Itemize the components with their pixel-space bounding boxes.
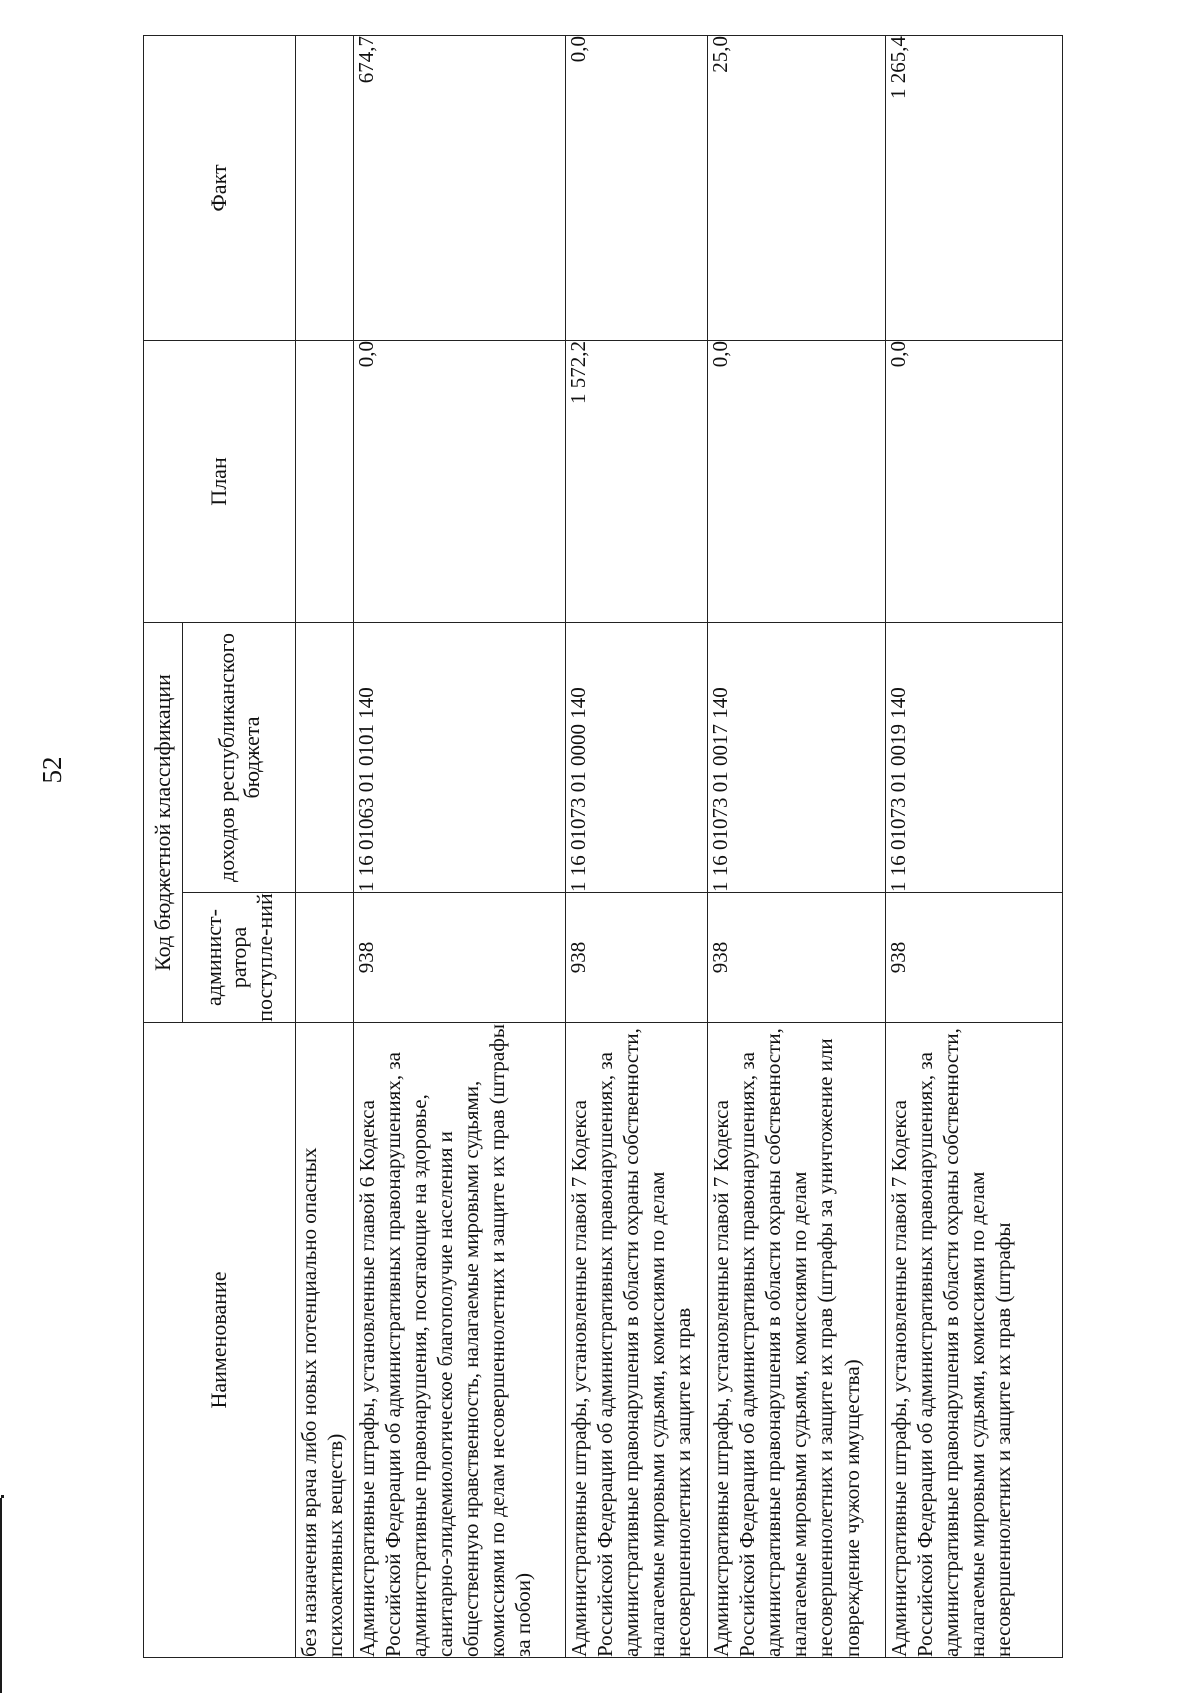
row-name: без назначения врача либо новых потенциально опасных психоактивных веществ) xyxy=(296,1023,354,1658)
row-name: Административные штрафы, установленные главой 7 Кодекса Российской Федерации об административных правонарушениях, за административные правонарушения в области охраны собственности, налагаемые мировыми судьями, комиссиями по делам несовершеннолетних и защите их прав (штрафы xyxy=(885,1023,1062,1658)
row-admin-code: 938 xyxy=(565,893,708,1023)
table-row xyxy=(565,35,708,1657)
row-plan: 0,0 xyxy=(708,340,885,622)
header-budget-code-group: Код бюджетной классификации xyxy=(144,622,183,1022)
table-row xyxy=(353,35,565,1657)
row-name: Административные штрафы, установленные главой 7 Кодекса Российской Федерации об административных правонарушениях, за административные правонарушения в области охраны собственности, налагаемые мировыми судьями, комиссиями по делам несовершеннолетних и защите их прав (штрафы за уничтожение или повреждение чужого имущества) xyxy=(708,1023,885,1658)
header-fact: Факт xyxy=(144,35,296,340)
row-fact: 1 265,4 xyxy=(885,35,1062,340)
budget-revenue-table xyxy=(143,35,1063,1658)
header-admin-code: админист-ратора поступле-ний xyxy=(183,893,296,1023)
table-row xyxy=(885,35,1062,1657)
row-plan xyxy=(296,340,354,622)
row-income-code: 1 16 01073 01 0017 140 xyxy=(708,622,885,892)
page-number: 52 xyxy=(37,756,67,784)
row-income-code: 1 16 01073 01 0000 140 xyxy=(565,622,708,892)
row-name: Административные штрафы, установленные главой 6 Кодекса Российской Федерации об административных правонарушениях, за административные правонарушения, посягающие на здоровье, санитарно-эпидемиологическое благополучие населения и общественную нравственность, налагаемые мировыми судьями, комиссиями по делам несовершеннолетних и защите их прав (штрафы за побои) xyxy=(353,1023,565,1658)
row-income-code xyxy=(296,622,354,892)
scan-edge-mark xyxy=(1,1495,4,1498)
row-income-code: 1 16 01073 01 0019 140 xyxy=(885,622,1062,892)
row-plan: 0,0 xyxy=(885,340,1062,622)
header-plan: План xyxy=(144,340,296,622)
row-fact: 674,7 xyxy=(353,35,565,340)
table-row xyxy=(708,35,885,1657)
row-name: Административные штрафы, установленные главой 7 Кодекса Российской Федерации об административных правонарушениях, за административные правонарушения в области охраны собственности, налагаемые мировыми судьями, комиссиями по делам несовершеннолетних и защите их прав xyxy=(565,1023,708,1658)
table-row xyxy=(296,35,354,1657)
scan-edge-line xyxy=(0,1498,2,1693)
header-name: Наименование xyxy=(144,1023,296,1658)
row-plan: 1 572,2 xyxy=(565,340,708,622)
row-plan: 0,0 xyxy=(353,340,565,622)
row-fact: 0,0 xyxy=(565,35,708,340)
row-admin-code: 938 xyxy=(885,893,1062,1023)
budget-table-container xyxy=(143,36,1063,1658)
row-admin-code xyxy=(296,893,354,1023)
row-admin-code: 938 xyxy=(353,893,565,1023)
row-fact: 25,0 xyxy=(708,35,885,340)
row-income-code: 1 16 01063 01 0101 140 xyxy=(353,622,565,892)
header-income-code: доходов республиканского бюджета xyxy=(183,622,296,892)
row-admin-code: 938 xyxy=(708,893,885,1023)
row-fact xyxy=(296,35,354,340)
